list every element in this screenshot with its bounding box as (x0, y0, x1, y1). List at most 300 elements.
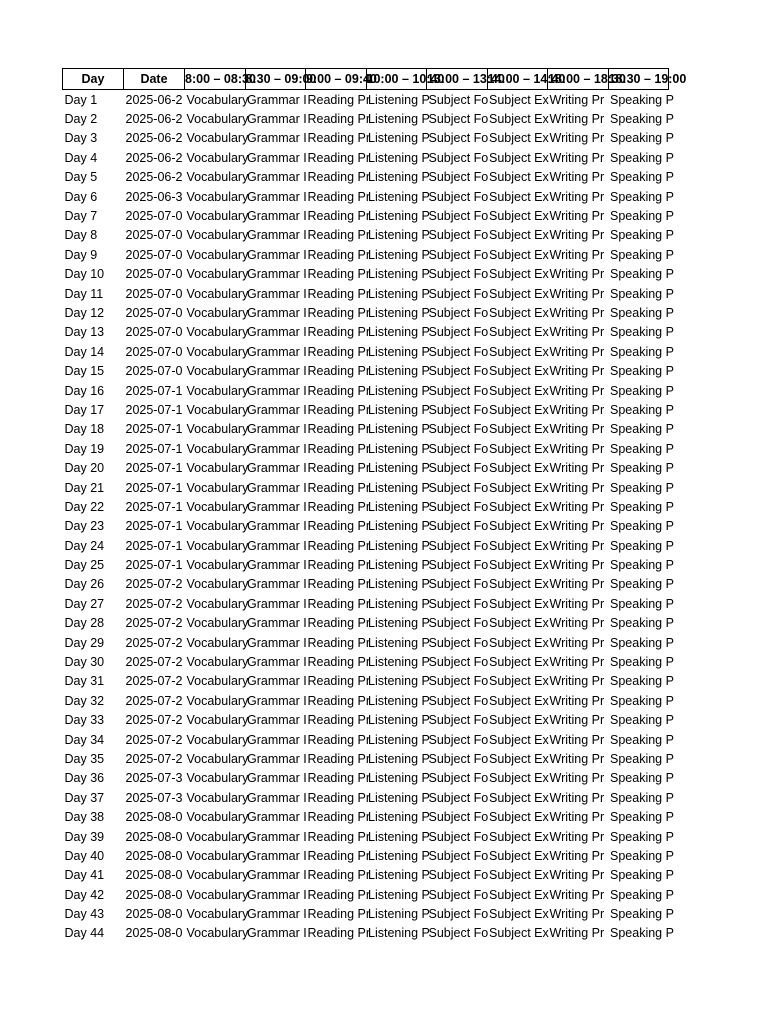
cell-date[interactable] (124, 206, 185, 225)
cell-activity[interactable]: Subject Ex (489, 868, 549, 883)
cell-activity[interactable]: Speaking P (610, 189, 674, 204)
cell-date[interactable] (124, 691, 185, 710)
cell-activity[interactable]: Writing Pr (549, 150, 605, 165)
cell-activity[interactable]: Speaking P (610, 713, 674, 728)
cell-activity[interactable]: Reading Pr (307, 267, 371, 282)
cell-activity[interactable]: Subject Fo (428, 325, 489, 340)
cell-activity[interactable]: Subject Fo (428, 829, 489, 844)
cell-activity[interactable]: Speaking P (610, 286, 674, 301)
cell-date[interactable] (124, 342, 185, 361)
cell-activity[interactable]: Writing Pr (549, 189, 605, 204)
cell-activity[interactable]: Speaking P (610, 402, 674, 417)
cell-activity[interactable]: Subject Fo (428, 713, 489, 728)
cell-activity[interactable]: Listening P (368, 810, 430, 825)
cell-activity[interactable]: Grammar I (247, 422, 307, 437)
cell-activity[interactable]: Listening P (368, 693, 430, 708)
cell-activity[interactable]: Subject Ex (489, 655, 549, 670)
cell-day[interactable]: Day 28 (64, 616, 105, 631)
cell-activity[interactable]: Subject Fo (428, 344, 489, 359)
cell-activity[interactable]: Subject Fo (428, 635, 489, 650)
cell-activity[interactable]: Subject Ex (489, 732, 549, 747)
cell-day[interactable]: Day 37 (64, 790, 105, 805)
cell-activity[interactable]: Speaking P (610, 344, 674, 359)
cell-activity[interactable]: Vocabulary (186, 325, 249, 340)
cell-activity[interactable]: Vocabulary (186, 402, 249, 417)
cell-activity[interactable]: Grammar I (247, 480, 307, 495)
cell-activity[interactable]: Speaking P (610, 693, 674, 708)
cell-activity[interactable]: Subject Fo (428, 519, 489, 534)
cell-activity[interactable]: Listening P (368, 461, 430, 476)
cell-activity[interactable]: Subject Fo (428, 926, 489, 941)
cell-activity[interactable]: Subject Fo (428, 887, 489, 902)
cell-activity[interactable]: Vocabulary (186, 655, 249, 670)
cell-activity[interactable]: Writing Pr (549, 228, 605, 243)
cell-activity[interactable]: Subject Ex (489, 674, 549, 689)
cell-day[interactable]: Day 13 (64, 325, 105, 340)
header-slot-2[interactable]: 8:30 – 09:00 (245, 69, 306, 90)
cell-activity[interactable]: Writing Pr (549, 519, 605, 534)
cell-activity[interactable]: Subject Ex (489, 577, 549, 592)
cell-activity[interactable]: Listening P (368, 887, 430, 902)
cell-activity[interactable]: Subject Fo (428, 364, 489, 379)
cell-activity[interactable]: Grammar I (247, 344, 307, 359)
cell-activity[interactable]: Subject Ex (489, 751, 549, 766)
header-day[interactable]: Day (63, 69, 124, 90)
cell-activity[interactable]: Vocabulary (186, 848, 249, 863)
cell-activity[interactable]: Grammar I (247, 751, 307, 766)
cell-activity[interactable]: Writing Pr (549, 402, 605, 417)
cell-activity[interactable]: Reading Pr (307, 305, 371, 320)
cell-activity[interactable]: Grammar I (247, 616, 307, 631)
cell-activity[interactable]: Subject Fo (428, 131, 489, 146)
cell-activity[interactable]: Speaking P (610, 170, 674, 185)
cell-activity[interactable]: Listening P (368, 713, 430, 728)
cell-activity[interactable]: Subject Ex (489, 771, 549, 786)
cell-activity[interactable]: Writing Pr (549, 577, 605, 592)
cell-day[interactable]: Day 25 (64, 558, 105, 573)
cell-activity[interactable]: Writing Pr (549, 907, 605, 922)
cell-activity[interactable]: Subject Fo (428, 92, 489, 107)
cell-activity[interactable]: Subject Fo (428, 693, 489, 708)
cell-date[interactable] (124, 381, 185, 400)
cell-activity[interactable]: Grammar I (247, 92, 307, 107)
cell-activity[interactable]: Subject Fo (428, 771, 489, 786)
cell-activity[interactable]: Speaking P (610, 596, 674, 611)
cell-activity[interactable]: Subject Ex (489, 247, 549, 262)
header-slot-6[interactable]: 14:00 – 14:40 (487, 69, 548, 90)
cell-activity[interactable]: Subject Fo (428, 538, 489, 553)
cell-activity[interactable]: Reading Pr (307, 189, 371, 204)
cell-date[interactable] (124, 846, 185, 865)
cell-activity[interactable]: Listening P (368, 305, 430, 320)
cell-activity[interactable]: Listening P (368, 286, 430, 301)
cell-activity[interactable]: Listening P (368, 558, 430, 573)
cell-activity[interactable]: Vocabulary (186, 364, 249, 379)
cell-activity[interactable]: Subject Ex (489, 402, 549, 417)
cell-activity[interactable]: Reading Pr (307, 926, 371, 941)
cell-activity[interactable]: Listening P (368, 926, 430, 941)
cell-date[interactable] (124, 924, 185, 943)
cell-activity[interactable]: Vocabulary (186, 189, 249, 204)
cell-activity[interactable]: Vocabulary (186, 228, 249, 243)
cell-activity[interactable]: Subject Ex (489, 926, 549, 941)
cell-date[interactable] (124, 536, 185, 555)
cell-activity[interactable]: Speaking P (610, 305, 674, 320)
cell-date[interactable] (124, 904, 185, 923)
cell-activity[interactable]: Reading Pr (307, 92, 371, 107)
cell-date[interactable] (124, 361, 185, 380)
cell-activity[interactable]: Writing Pr (549, 693, 605, 708)
cell-day[interactable]: Day 30 (64, 655, 105, 670)
cell-activity[interactable]: Subject Fo (428, 150, 489, 165)
cell-activity[interactable]: Vocabulary (186, 150, 249, 165)
cell-activity[interactable]: Reading Pr (307, 247, 371, 262)
header-slot-1[interactable]: 8:00 – 08:30 (185, 69, 246, 90)
cell-activity[interactable]: Listening P (368, 228, 430, 243)
cell-activity[interactable]: Reading Pr (307, 112, 371, 127)
cell-activity[interactable]: Listening P (368, 247, 430, 262)
cell-activity[interactable]: Vocabulary (186, 480, 249, 495)
cell-activity[interactable]: Grammar I (247, 732, 307, 747)
cell-day[interactable]: Day 16 (64, 383, 105, 398)
cell-activity[interactable]: Reading Pr (307, 325, 371, 340)
cell-activity[interactable]: Subject Ex (489, 887, 549, 902)
cell-activity[interactable]: Speaking P (610, 383, 674, 398)
header-slot-3[interactable]: 9:00 – 09:40 (306, 69, 367, 90)
cell-activity[interactable]: Writing Pr (549, 635, 605, 650)
cell-activity[interactable]: Speaking P (610, 480, 674, 495)
cell-activity[interactable]: Listening P (368, 868, 430, 883)
cell-activity[interactable]: Listening P (368, 655, 430, 670)
cell-activity[interactable]: Writing Pr (549, 616, 605, 631)
cell-activity[interactable]: Subject Ex (489, 635, 549, 650)
cell-activity[interactable]: Listening P (368, 267, 430, 282)
cell-activity[interactable]: Speaking P (610, 92, 674, 107)
cell-activity[interactable]: Writing Pr (549, 305, 605, 320)
cell-activity[interactable]: Listening P (368, 344, 430, 359)
cell-activity[interactable]: Writing Pr (549, 422, 605, 437)
cell-activity[interactable]: Subject Ex (489, 131, 549, 146)
cell-activity[interactable]: Listening P (368, 538, 430, 553)
cell-activity[interactable]: Vocabulary (186, 92, 249, 107)
cell-activity[interactable]: Subject Fo (428, 558, 489, 573)
cell-activity[interactable]: Subject Ex (489, 170, 549, 185)
cell-activity[interactable]: Speaking P (610, 267, 674, 282)
cell-activity[interactable]: Reading Pr (307, 790, 371, 805)
cell-date[interactable] (124, 769, 185, 788)
cell-activity[interactable]: Reading Pr (307, 732, 371, 747)
cell-activity[interactable]: Reading Pr (307, 829, 371, 844)
cell-activity[interactable]: Grammar I (247, 519, 307, 534)
cell-activity[interactable]: Listening P (368, 751, 430, 766)
cell-activity[interactable]: Subject Ex (489, 92, 549, 107)
cell-activity[interactable]: Listening P (368, 674, 430, 689)
cell-activity[interactable]: Speaking P (610, 790, 674, 805)
cell-activity[interactable]: Grammar I (247, 596, 307, 611)
cell-day[interactable]: Day 2 (64, 112, 98, 127)
cell-activity[interactable]: Listening P (368, 577, 430, 592)
cell-day[interactable]: Day 8 (64, 228, 98, 243)
cell-activity[interactable]: Speaking P (610, 829, 674, 844)
cell-activity[interactable]: Reading Pr (307, 907, 371, 922)
cell-activity[interactable]: Reading Pr (307, 558, 371, 573)
cell-activity[interactable]: Subject Ex (489, 189, 549, 204)
cell-activity[interactable]: Vocabulary (186, 751, 249, 766)
cell-activity[interactable]: Subject Ex (489, 616, 549, 631)
cell-activity[interactable]: Subject Fo (428, 112, 489, 127)
cell-activity[interactable]: Listening P (368, 189, 430, 204)
cell-day[interactable]: Day 15 (64, 364, 105, 379)
cell-activity[interactable]: Writing Pr (549, 596, 605, 611)
cell-activity[interactable]: Listening P (368, 131, 430, 146)
cell-activity[interactable]: Writing Pr (549, 771, 605, 786)
cell-activity[interactable]: Reading Pr (307, 616, 371, 631)
cell-activity[interactable]: Writing Pr (549, 325, 605, 340)
cell-activity[interactable]: Speaking P (610, 674, 674, 689)
cell-date[interactable] (124, 458, 185, 477)
cell-activity[interactable]: Reading Pr (307, 383, 371, 398)
cell-activity[interactable]: Grammar I (247, 848, 307, 863)
cell-date[interactable] (124, 866, 185, 885)
cell-activity[interactable]: Reading Pr (307, 751, 371, 766)
cell-activity[interactable]: Subject Ex (489, 441, 549, 456)
cell-activity[interactable]: Grammar I (247, 635, 307, 650)
cell-activity[interactable]: Writing Pr (549, 286, 605, 301)
cell-activity[interactable]: Vocabulary (186, 810, 249, 825)
cell-day[interactable]: Day 1 (64, 92, 98, 107)
cell-activity[interactable]: Listening P (368, 170, 430, 185)
cell-date[interactable] (124, 633, 185, 652)
cell-date[interactable] (124, 807, 185, 826)
cell-activity[interactable]: Vocabulary (186, 519, 249, 534)
cell-activity[interactable]: Grammar I (247, 364, 307, 379)
cell-date[interactable] (124, 517, 185, 536)
cell-activity[interactable]: Grammar I (247, 887, 307, 902)
cell-activity[interactable]: Grammar I (247, 112, 307, 127)
cell-activity[interactable]: Subject Ex (489, 713, 549, 728)
cell-date[interactable] (124, 187, 185, 206)
cell-activity[interactable]: Subject Fo (428, 305, 489, 320)
cell-activity[interactable]: Vocabulary (186, 732, 249, 747)
cell-activity[interactable]: Writing Pr (549, 558, 605, 573)
cell-day[interactable]: Day 41 (64, 868, 105, 883)
cell-activity[interactable]: Subject Fo (428, 655, 489, 670)
cell-activity[interactable]: Subject Ex (489, 480, 549, 495)
cell-activity[interactable]: Subject Fo (428, 170, 489, 185)
cell-activity[interactable]: Speaking P (610, 868, 674, 883)
cell-activity[interactable]: Speaking P (610, 616, 674, 631)
cell-activity[interactable]: Subject Ex (489, 228, 549, 243)
cell-activity[interactable]: Subject Fo (428, 577, 489, 592)
cell-day[interactable]: Day 42 (64, 887, 105, 902)
cell-activity[interactable]: Vocabulary (186, 383, 249, 398)
cell-activity[interactable]: Speaking P (610, 577, 674, 592)
cell-date[interactable] (124, 614, 185, 633)
cell-activity[interactable]: Writing Pr (549, 112, 605, 127)
cell-activity[interactable]: Subject Ex (489, 461, 549, 476)
cell-activity[interactable]: Grammar I (247, 499, 307, 514)
cell-date[interactable] (124, 226, 185, 245)
cell-activity[interactable]: Reading Pr (307, 771, 371, 786)
cell-activity[interactable]: Writing Pr (549, 732, 605, 747)
cell-activity[interactable]: Reading Pr (307, 402, 371, 417)
cell-day[interactable]: Day 7 (64, 209, 98, 224)
cell-activity[interactable]: Listening P (368, 112, 430, 127)
cell-date[interactable] (124, 90, 185, 110)
cell-day[interactable]: Day 29 (64, 635, 105, 650)
cell-activity[interactable]: Subject Ex (489, 538, 549, 553)
cell-activity[interactable]: Grammar I (247, 461, 307, 476)
cell-activity[interactable]: Speaking P (610, 209, 674, 224)
cell-activity[interactable]: Vocabulary (186, 577, 249, 592)
cell-activity[interactable]: Reading Pr (307, 635, 371, 650)
header-slot-7[interactable]: 18:00 – 18:30 (548, 69, 609, 90)
cell-activity[interactable]: Writing Pr (549, 267, 605, 282)
cell-activity[interactable]: Vocabulary (186, 247, 249, 262)
cell-activity[interactable]: Reading Pr (307, 713, 371, 728)
cell-date[interactable] (124, 323, 185, 342)
cell-activity[interactable]: Subject Fo (428, 383, 489, 398)
cell-activity[interactable]: Subject Fo (428, 907, 489, 922)
cell-date[interactable] (124, 478, 185, 497)
cell-activity[interactable]: Subject Fo (428, 441, 489, 456)
cell-activity[interactable]: Grammar I (247, 325, 307, 340)
cell-activity[interactable]: Subject Ex (489, 364, 549, 379)
cell-activity[interactable]: Speaking P (610, 732, 674, 747)
cell-date[interactable] (124, 497, 185, 516)
cell-activity[interactable]: Grammar I (247, 693, 307, 708)
cell-activity[interactable]: Reading Pr (307, 228, 371, 243)
cell-activity[interactable]: Grammar I (247, 305, 307, 320)
cell-activity[interactable]: Grammar I (247, 441, 307, 456)
cell-day[interactable]: Day 43 (64, 907, 105, 922)
cell-activity[interactable]: Vocabulary (186, 499, 249, 514)
cell-activity[interactable]: Vocabulary (186, 131, 249, 146)
cell-activity[interactable]: Grammar I (247, 655, 307, 670)
cell-activity[interactable]: Writing Pr (549, 92, 605, 107)
cell-activity[interactable]: Listening P (368, 364, 430, 379)
cell-day[interactable]: Day 31 (64, 674, 105, 689)
cell-activity[interactable]: Subject Ex (489, 907, 549, 922)
cell-activity[interactable]: Listening P (368, 829, 430, 844)
cell-activity[interactable]: Grammar I (247, 810, 307, 825)
cell-activity[interactable]: Vocabulary (186, 907, 249, 922)
cell-activity[interactable]: Grammar I (247, 868, 307, 883)
cell-date[interactable] (124, 129, 185, 148)
cell-activity[interactable]: Vocabulary (186, 887, 249, 902)
cell-activity[interactable]: Reading Pr (307, 499, 371, 514)
cell-day[interactable]: Day 4 (64, 150, 98, 165)
cell-activity[interactable]: Grammar I (247, 150, 307, 165)
cell-activity[interactable]: Listening P (368, 519, 430, 534)
header-slot-8[interactable]: 18:30 – 19:00 (608, 69, 669, 90)
cell-activity[interactable]: Writing Pr (549, 713, 605, 728)
cell-activity[interactable]: Grammar I (247, 402, 307, 417)
cell-day[interactable]: Day 14 (64, 344, 105, 359)
cell-activity[interactable]: Speaking P (610, 228, 674, 243)
cell-day[interactable]: Day 12 (64, 305, 105, 320)
cell-activity[interactable]: Subject Fo (428, 868, 489, 883)
cell-activity[interactable]: Reading Pr (307, 422, 371, 437)
cell-activity[interactable]: Subject Ex (489, 790, 549, 805)
cell-activity[interactable]: Reading Pr (307, 655, 371, 670)
cell-activity[interactable]: Grammar I (247, 267, 307, 282)
cell-activity[interactable]: Writing Pr (549, 790, 605, 805)
cell-day[interactable]: Day 33 (64, 713, 105, 728)
header-slot-4[interactable]: 10:00 – 10:40 (366, 69, 427, 90)
cell-activity[interactable]: Vocabulary (186, 422, 249, 437)
cell-activity[interactable]: Speaking P (610, 325, 674, 340)
cell-activity[interactable]: Subject Ex (489, 519, 549, 534)
cell-date[interactable] (124, 284, 185, 303)
cell-activity[interactable]: Grammar I (247, 558, 307, 573)
cell-activity[interactable]: Vocabulary (186, 305, 249, 320)
cell-activity[interactable]: Writing Pr (549, 538, 605, 553)
cell-day[interactable]: Day 24 (64, 538, 105, 553)
cell-activity[interactable]: Speaking P (610, 655, 674, 670)
cell-activity[interactable]: Speaking P (610, 635, 674, 650)
cell-day[interactable]: Day 18 (64, 422, 105, 437)
cell-activity[interactable]: Reading Pr (307, 131, 371, 146)
header-slot-5[interactable]: 13:00 – 13:40 (427, 69, 488, 90)
cell-activity[interactable]: Vocabulary (186, 344, 249, 359)
cell-activity[interactable]: Listening P (368, 771, 430, 786)
cell-activity[interactable]: Speaking P (610, 751, 674, 766)
cell-activity[interactable]: Subject Fo (428, 674, 489, 689)
cell-activity[interactable]: Subject Ex (489, 325, 549, 340)
cell-activity[interactable]: Reading Pr (307, 344, 371, 359)
cell-day[interactable]: Day 38 (64, 810, 105, 825)
cell-activity[interactable]: Grammar I (247, 674, 307, 689)
cell-day[interactable]: Day 34 (64, 732, 105, 747)
cell-activity[interactable]: Vocabulary (186, 616, 249, 631)
cell-day[interactable]: Day 5 (64, 170, 98, 185)
cell-activity[interactable]: Reading Pr (307, 209, 371, 224)
cell-activity[interactable]: Vocabulary (186, 596, 249, 611)
cell-day[interactable]: Day 21 (64, 480, 105, 495)
cell-activity[interactable]: Grammar I (247, 577, 307, 592)
cell-activity[interactable]: Speaking P (610, 810, 674, 825)
cell-activity[interactable]: Reading Pr (307, 868, 371, 883)
cell-activity[interactable]: Reading Pr (307, 577, 371, 592)
cell-day[interactable]: Day 44 (64, 926, 105, 941)
cell-activity[interactable]: Speaking P (610, 247, 674, 262)
cell-day[interactable]: Day 32 (64, 693, 105, 708)
cell-day[interactable]: Day 40 (64, 848, 105, 863)
cell-activity[interactable]: Grammar I (247, 907, 307, 922)
cell-activity[interactable]: Listening P (368, 596, 430, 611)
cell-activity[interactable]: Vocabulary (186, 635, 249, 650)
cell-day[interactable]: Day 20 (64, 461, 105, 476)
cell-day[interactable]: Day 19 (64, 441, 105, 456)
cell-activity[interactable]: Speaking P (610, 364, 674, 379)
cell-date[interactable] (124, 148, 185, 167)
cell-day[interactable]: Day 35 (64, 751, 105, 766)
cell-activity[interactable]: Writing Pr (549, 674, 605, 689)
cell-activity[interactable]: Grammar I (247, 209, 307, 224)
cell-activity[interactable]: Subject Fo (428, 461, 489, 476)
cell-date[interactable] (124, 265, 185, 284)
cell-activity[interactable]: Reading Pr (307, 887, 371, 902)
cell-activity[interactable]: Subject Ex (489, 810, 549, 825)
cell-activity[interactable]: Listening P (368, 732, 430, 747)
cell-activity[interactable]: Listening P (368, 616, 430, 631)
cell-activity[interactable]: Writing Pr (549, 344, 605, 359)
cell-activity[interactable]: Writing Pr (549, 131, 605, 146)
cell-day[interactable]: Day 39 (64, 829, 105, 844)
cell-activity[interactable]: Writing Pr (549, 499, 605, 514)
cell-activity[interactable]: Writing Pr (549, 868, 605, 883)
